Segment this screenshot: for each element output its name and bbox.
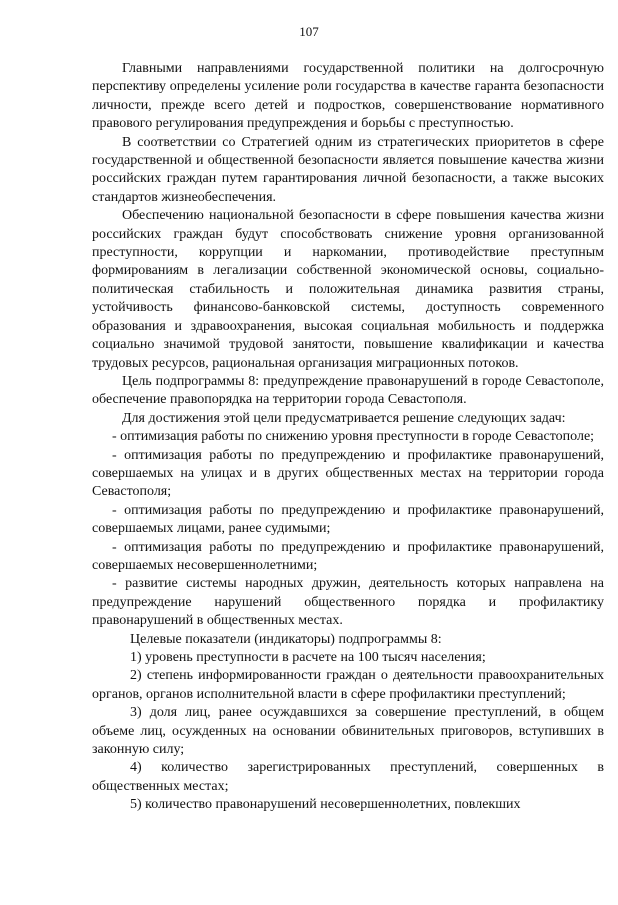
- list-item-indicator-2: 2) степень информированности граждан о деятельности правоохранительных органов, органов исполнительной власти в сфере профилактики преступлений;: [92, 668, 604, 702]
- list-item-task-2: - оптимизация работы по предупреждению и профилактике правонарушений, совершаемых на улицах и в других общественных местах на территории города Севастополя;: [92, 447, 604, 500]
- paragraph-subprogram-goal: Цель подпрограммы 8: предупреждение правонарушений в городе Севастополе, обеспечение правопорядка на территории города Севастополя.: [92, 373, 604, 408]
- page-number: 107: [299, 24, 319, 39]
- paragraph-policy-directions: Главными направлениями государственной политики на долгосрочную перспективу определены усиление роли государства в качестве гаранта безопасности личности, прежде всего детей и подростков, совершенствование нормативного правового регулирования предупреждения и борьбы с преступностью.: [92, 61, 604, 132]
- paragraph-indicators-intro: Целевые показатели (индикаторы) подпрограммы 8:: [130, 631, 442, 647]
- list-item-task-5: - развитие системы народных дружин, деятельность которых направлена на предупреждение нарушений общественного порядка и профилактику правонарушений в общественных местах.: [92, 576, 604, 629]
- paragraph-tasks-intro: Для достижения этой цели предусматривается решение следующих задач:: [122, 410, 566, 426]
- paragraph-national-security: Обеспечению национальной безопасности в сфере повышения качества жизни российских граждан будут способствовать снижение уровня организованной преступности, коррупции и наркомании, противодействие преступным формированиям в легализации собственной экономической основы, социально-политическая стабильность и положительная динамика развития страны, устойчивость финансово-банковской системы, доступность современного образования и здравоохранения, высокая социальная мобильность и поддержка социально значимой трудовой занятости, повышение квалификации и качества трудовых ресурсов, рациональная организация миграционных потоков.: [92, 208, 604, 371]
- list-item-task-4: - оптимизация работы по предупреждению и профилактике правонарушений, совершаемых несовершеннолетними;: [92, 539, 604, 573]
- paragraph-strategy-priorities: В соответствии со Стратегией одним из стратегических приоритетов в сфере государственной и общественной безопасности является повышение качества жизни российских граждан путем гарантирования личной безопасности, а также высоких стандартов жизнеобеспечения.: [92, 134, 604, 205]
- list-item-indicator-5: 5) количество правонарушений несовершеннолетних, повлекших: [130, 797, 521, 813]
- list-item-indicator-1: 1) уровень преступности в расчете на 100 тысяч населения;: [130, 650, 486, 665]
- document-body: [92, 60, 604, 815]
- list-item-indicator-4: 4) количество зарегистрированных преступлений, совершенных в общественных местах;: [92, 760, 604, 794]
- list-item-indicator-3: 3) доля лиц, ранее осуждавшихся за совершение преступлений, в общем объеме лиц, осужденных на основании обвинительных приговоров, вступивших в законную силу;: [92, 705, 604, 758]
- list-item-task-1: - оптимизация работы по снижению уровня преступности в городе Севастополе;: [112, 429, 595, 445]
- list-item-task-3: - оптимизация работы по предупреждению и профилактике правонарушений, совершаемых лицами, ранее судимыми;: [92, 502, 604, 537]
